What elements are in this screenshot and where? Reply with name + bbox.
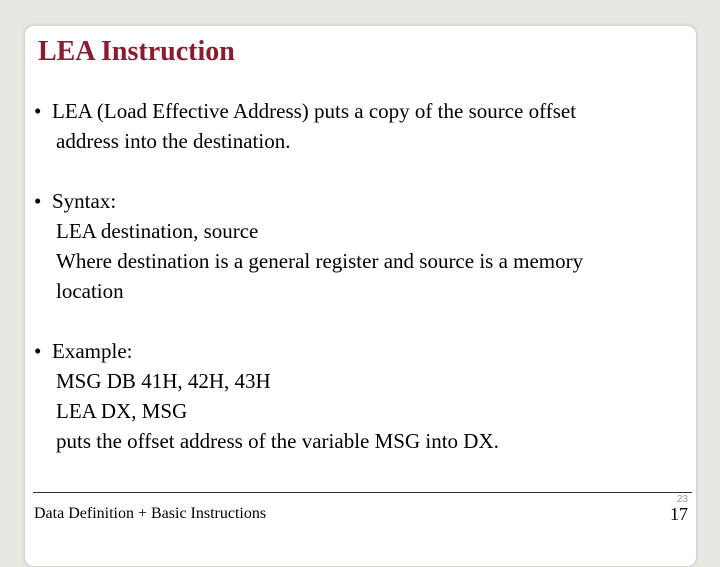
bullet-first-line xyxy=(34,336,499,366)
bullet-text: Syntax: xyxy=(52,189,117,213)
bullet-block-syntax xyxy=(34,186,583,306)
bullet-mark: • xyxy=(34,339,42,363)
bullet-text: LEA (Load Effective Address) puts a copy of the source offset xyxy=(52,99,577,123)
bullet-first-line xyxy=(34,96,576,126)
bullet-mark: • xyxy=(34,99,42,123)
footer-slide-number: 23 xyxy=(676,494,688,505)
bullet-continuation: puts the offset address of the variable MSG into DX. xyxy=(56,429,499,453)
bullet-continuation: location xyxy=(56,279,124,303)
bullet-continuation: LEA destination, source xyxy=(56,219,259,243)
bullet-block-example xyxy=(34,336,499,456)
footer-divider xyxy=(33,492,692,493)
footer-title: Data Definition + Basic Instructions xyxy=(34,505,267,522)
bullet-continuation: address into the destination. xyxy=(56,129,291,153)
footer-page-number: 17 xyxy=(670,504,688,524)
slide-title: LEA Instruction xyxy=(38,36,235,67)
bullet-text: Example: xyxy=(52,339,133,363)
bullet-continuation: MSG DB 41H, 42H, 43H xyxy=(56,369,271,393)
bullet-continuation: LEA DX, MSG xyxy=(56,399,188,423)
bullet-first-line xyxy=(34,186,583,216)
bullet-mark: • xyxy=(34,189,42,213)
bullet-continuation: Where destination is a general register and source is a memory xyxy=(56,249,584,273)
bullet-block-description xyxy=(34,96,576,156)
